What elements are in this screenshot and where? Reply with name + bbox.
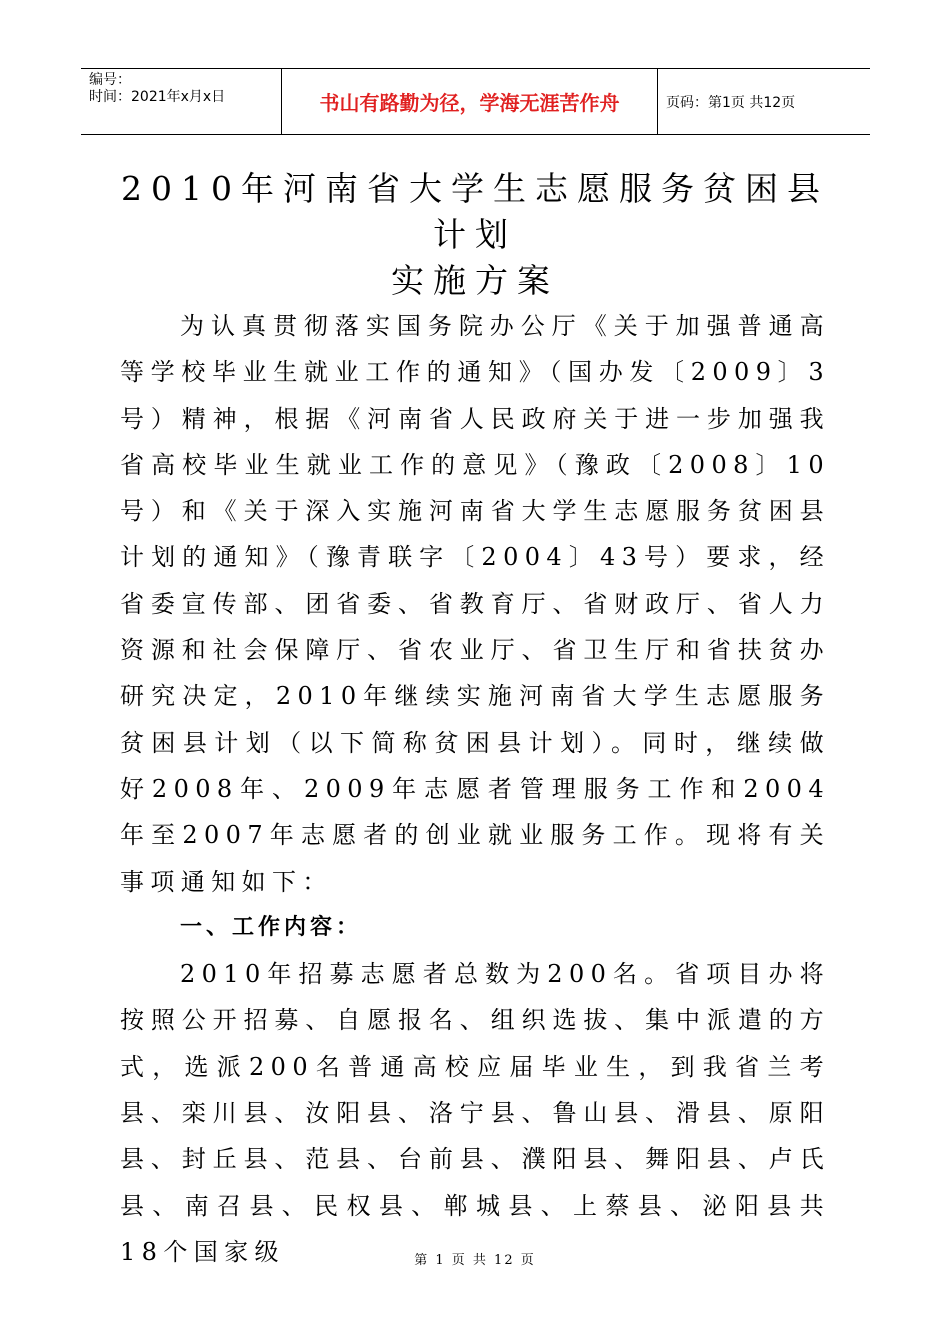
intro-paragraph: 为认真贯彻落实国务院办公厅《关于加强普通高等学校毕业生就业工作的通知》（国办发〔2009〕3号）精神，根据《河南省人民政府关于进一步加强我省高校毕业生就业工作的意见》（豫政〔2008〕10号）和《关于深入实施河南省大学生志愿服务贫困县计划的通知》（豫青联字〔2004〕43号）要求，经省委宣传部、团省委、省教育厅、省财政厅、省人力资源和社会保障厅、省农业厅、省卫生厅和省扶贫办研究决定，2010年继续实施河南省大学生志愿服务贫困县计划（以下简称贫困县计划）。同时，继续做好2008年、2009年志愿者管理服务工作和2004年至2007年志愿者的创业就业服务工作。现将有关事项通知如下： [120, 312, 830, 896]
page-footer: 第 1 页 共 12 页 [414, 1253, 536, 1268]
header-meta [81, 69, 281, 134]
work-content-paragraph: 2010年招募志愿者总数为200名。省项目办将按照公开招募、自愿报名、组织选拔、集中派遣的方式，选派200名普通高校应届毕业生，到我省兰考县、栾川县、汝阳县、洛宁县、鲁山县、滑县、原阳县、封丘县、范县、台前县、濮阳县、舞阳县、卢氏县、南召县、民权县、郸城县、上蔡县、泌阳县共18个国家级 [120, 960, 830, 1266]
section-heading: 一、工作内容： [180, 914, 363, 940]
document-title-line3: 实施方案 [391, 261, 559, 300]
document-title-line2: 计划 [433, 215, 517, 254]
number-label: 编号： [89, 72, 131, 88]
document-title-line1: 2010年河南省大学生志愿服务贫困县 [121, 169, 829, 208]
time-label: 时间：2021年x月x日 [89, 89, 226, 105]
document-body [120, 303, 830, 1275]
page-header [81, 68, 870, 135]
header-page-info: 页码：第1页 共12页 [666, 94, 796, 111]
header-motto: 书山有路勤为径，学海无涯苦作舟 [281, 69, 658, 134]
